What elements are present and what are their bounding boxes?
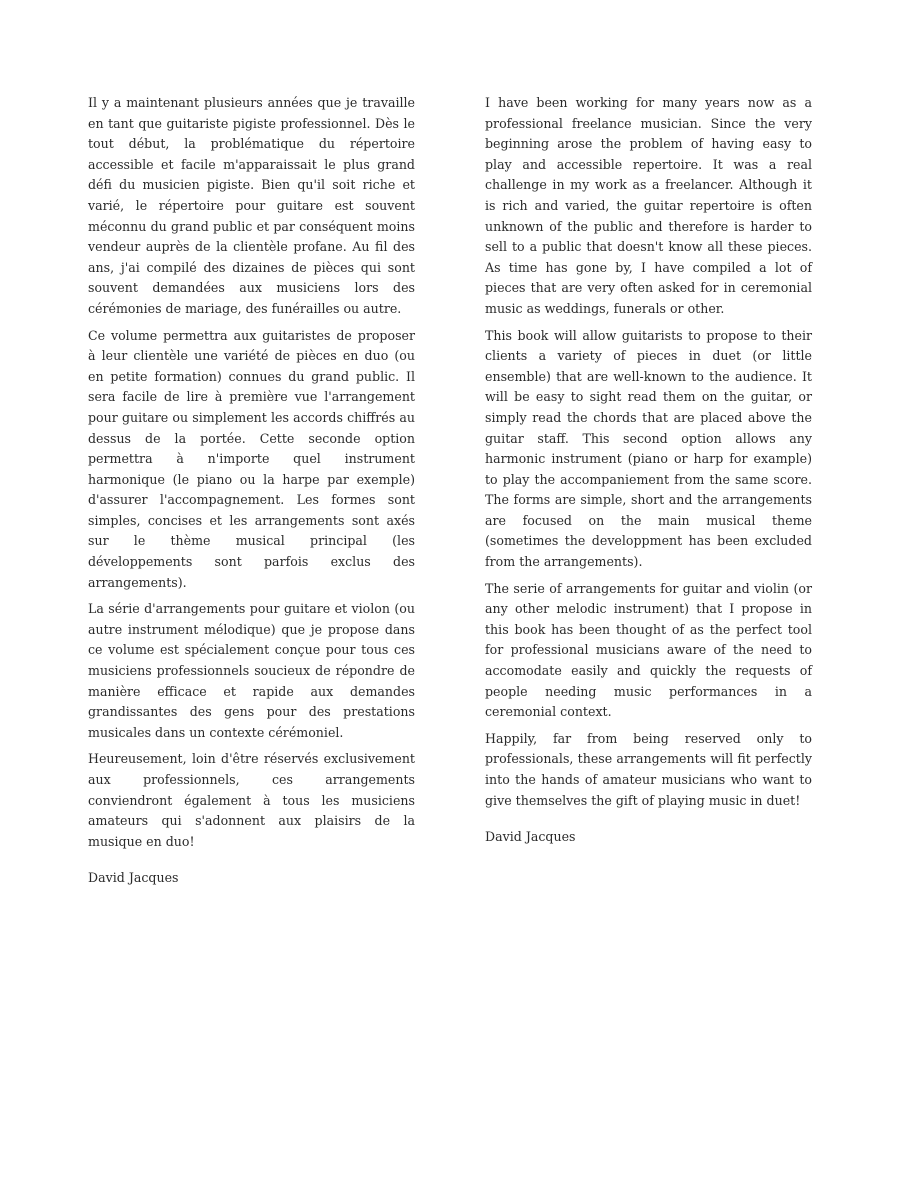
french-signature: David Jacques [88,870,179,886]
french-paragraph-4: Heureusement, loin d'être réservés exclusivement aux professionnels, ces arrangements conviendront également à tous les musiciens amateurs qui s'adonnent aux plaisirs de la musique en duo! [88,751,415,849]
french-paragraph-2: Ce volume permettra aux guitaristes de proposer à leur clientèle une variété de pièces en duo (ou en petite formation) connues du grand public. Il sera facile de lire à première vue l'arrangement pour guitare ou simplement les accords chiffrés au dessus de la portée. Cette seconde option permettra à n'importe quel instrument harmonique (le piano ou la harpe par exemple) d'assurer l'accompagnement. Les formes sont simples, concises et les arrangements sont axés sur le thème musical principal (les développements sont parfois exclus des arrangements). [88,327,415,590]
english-signature: David Jacques [485,829,576,845]
french-paragraph-3: La série d'arrangements pour guitare et violon (ou autre instrument mélodique) que je propose dans ce volume est spécialement conçue pour tous ces musiciens professionnels soucieux de répondre de manière efficace et rapide aux demandes grandissantes des gens pour des prestations musicales dans un contexte cérémoniel. [88,601,415,740]
english-paragraph-4: Happily, far from being reserved only to professionals, these arrangements will fit perfectly into the hands of amateur musicians who want to give themselves the gift of playing music in duet! [485,730,812,808]
english-paragraph-2: This book will allow guitarists to propose to their clients a variety of pieces in duet (or little ensemble) that are well-known to the audience. It will be easy to sight read them on the guitar, or simply read the chords that are placed above the guitar staff. This second option allows any harmonic instrument (piano or harp for example) to play the accompaniement from the same score. The forms are simple, short and the arrangements are focused on the main musical theme (sometimes the developpment has been excluded from the arrangements). [485,327,812,570]
english-column [485,93,812,854]
english-paragraph-3: The serie of arrangements for guitar and violin (or any other melodic instrument) that I propose in this book has been thought of as the perfect tool for professional musicians aware of the need to accomodate easily and quickly the requests of people needing music performances in a ceremonial context. [485,580,812,720]
french-paragraph-1: Il y a maintenant plusieurs années que je travaille en tant que guitariste pigiste professionnel. Dès le tout début, la problématique du répertoire accessible et facile m'apparaissait le plus grand défi du musicien pigiste. Bien qu'il soit riche et varié, le répertoire pour guitare est souvent méconnu du grand public et par conséquent moins vendeur auprès de la clientèle profane. Au fil des ans, j'ai compilé des dizaines de pièces qui sont souvent demandées aux musiciens lors des cérémonies de mariage, des funérailles ou autre. [88,95,415,316]
french-column [88,93,415,895]
english-paragraph-1: I have been working for many years now as a professional freelance musician. Since the very beginning arose the problem of having easy to play and accessible repertoire. It was a real challenge in my work as a freelancer. Although it is rich and varied, the guitar repertoire is often unknown of the public and therefore is harder to sell to a public that doesn't know all these pieces. As time has gone by, I have compiled a lot of pieces that are very often asked for in ceremonial music as weddings, funerals or other. [485,95,812,316]
